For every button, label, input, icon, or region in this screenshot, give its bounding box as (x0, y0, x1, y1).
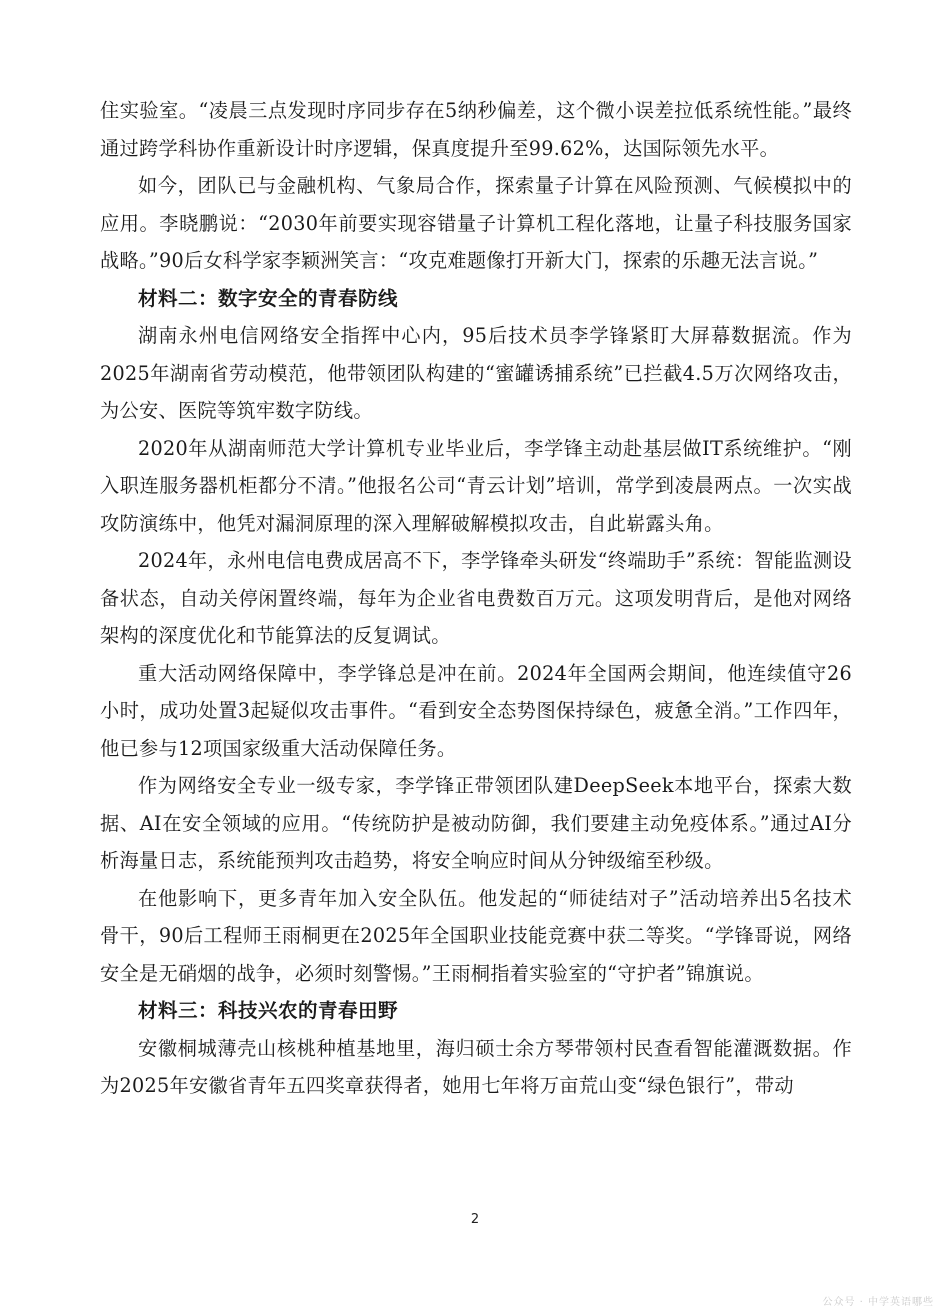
document-body (100, 92, 852, 1105)
paragraph: 作为网络安全专业一级专家，李学锋正带领团队建DeepSeek本地平台，探索大数据、AI在安全领域的应用。“传统防护是被动防御，我们要建主动免疫体系。”通过AI分析海量日志，系统能预判攻击趋势，将安全响应时间从分钟级缩至秒级。 (100, 774, 852, 872)
paragraph-continued: 住实验室。“凌晨三点发现时序同步存在5纳秒偏差，这个微小误差拉低系统性能。”最终通过跨学科协作重新设计时序逻辑，保真度提升至99.62%，达国际领先水平。 (100, 99, 852, 160)
section-heading-material-2: 材料二：数字安全的青春防线 (138, 286, 399, 310)
watermark: 公众号 · 中学英语哪些 (822, 1297, 934, 1308)
paragraph: 2024年，永州电信电费成居高不下，李学锋牵头研发“终端助手”系统：智能监测设备状态，自动关停闲置终端，每年为企业省电费数百万元。这项发明背后，是他对网络架构的深度优化和节能算法的反复调试。 (100, 549, 852, 647)
paragraph: 安徽桐城薄壳山核桃种植基地里，海归硕士余方琴带领村民查看智能灌溉数据。作为2025年安徽省青年五四奖章获得者，她用七年将万亩荒山变“绿色银行”，带动 (100, 1036, 852, 1097)
page-number: 2 (470, 1212, 480, 1227)
paragraph: 重大活动网络保障中，李学锋总是冲在前。2024年全国两会期间，他连续值守26小时，成功处置3起疑似攻击事件。“看到安全态势图保持绿色，疲惫全消。”工作四年，他已参与12项国家级重大活动保障任务。 (100, 661, 852, 760)
paragraph: 在他影响下，更多青年加入安全队伍。他发起的“师徒结对子”活动培养出5名技术骨干，90后工程师王雨桐更在2025年全国职业技能竞赛中获二等奖。“学锋哥说，网络安全是无硝烟的战争，必须时刻警惕。”王雨桐指着实验室的“守护者”锦旗说。 (100, 886, 852, 985)
section-heading-material-3: 材料三：科技兴农的青春田野 (138, 999, 399, 1022)
paragraph: 2020年从湖南师范大学计算机专业毕业后，李学锋主动赴基层做IT系统维护。“刚入职连服务器机柜都分不清。”他报名公司“青云计划”培训，常学到凌晨两点。一次实战攻防演练中，他凭对漏洞原理的深入理解破解模拟攻击，自此崭露头角。 (100, 436, 852, 535)
paragraph: 如今，团队已与金融机构、气象局合作，探索量子计算在风险预测、气候模拟中的应用。李晓鹏说：“2030年前要实现容错量子计算机工程化落地，让量子科技服务国家战略。”90后女科学家李颖洲笑言：“攻克难题像打开新大门，探索的乐趣无法言说。” (100, 174, 852, 272)
paragraph: 湖南永州电信网络安全指挥中心内，95后技术员李学锋紧盯大屏幕数据流。作为2025年湖南省劳动模范，他带领团队构建的“蜜罐诱捕系统”已拦截4.5万次网络攻击，为公安、医院等筑牢数字防线。 (100, 324, 852, 422)
